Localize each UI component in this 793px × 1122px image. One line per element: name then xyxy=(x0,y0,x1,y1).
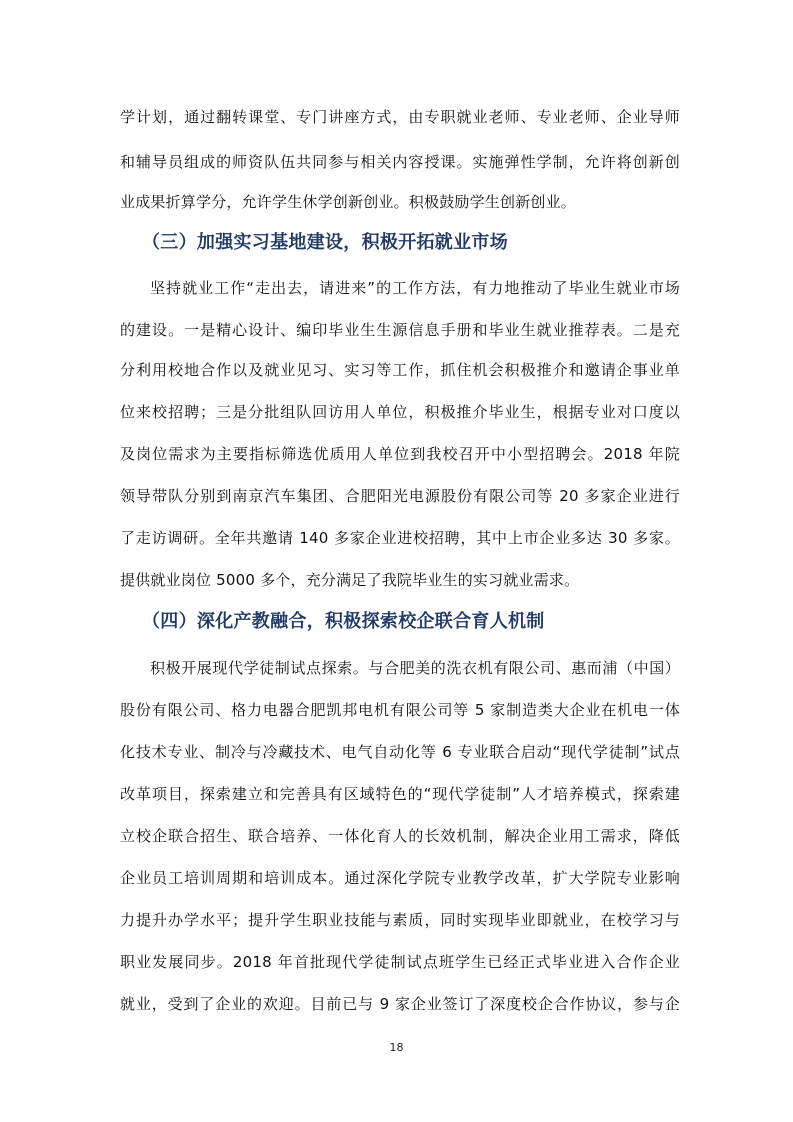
paragraph-1-line-2: 和辅导员组成的师资队伍共同参与相关内容授课。实施弹性学制，允许将创新创 xyxy=(120,153,680,171)
paragraph-2-line-1: 坚持就业工作“走出去，请进来”的工作方法，有力地推动了毕业生就业市场 xyxy=(150,279,680,297)
paragraph-3-line-4: 改革项目，探索建立和完善具有区域特色的“现代学徒制”人才培养模式，探索建 xyxy=(120,785,680,803)
paragraph-2-line-5: 及岗位需求为主要指标筛选优质用人单位到我校召开中小型招聘会。2018 年院 xyxy=(120,445,680,463)
paragraph-1-line-3: 业成果折算学分，允许学生休学创新创业。积极鼓励学生创新创业。 xyxy=(120,193,577,211)
page-number: 18 xyxy=(389,1041,404,1054)
paragraph-2-line-6: 领导带队分别到南京汽车集团、合肥阳光电源股份有限公司等 20 多家企业进行 xyxy=(120,487,680,505)
paragraph-2-line-7: 了走访调研。全年共邀请 140 多家企业进校招聘，其中上市企业多达 30 多家。 xyxy=(120,529,680,547)
paragraph-2-line-4: 位来校招聘；三是分批组队回访用人单位，积极推介毕业生，根据专业对口度以 xyxy=(120,403,680,421)
paragraph-1-line-1: 学计划，通过翻转课堂、专门讲座方式，由专职就业老师、专业老师、企业导师 xyxy=(120,108,680,126)
paragraph-3-line-2: 股份有限公司、格力电器合肥凯邦电机有限公司等 5 家制造类大企业在机电一体 xyxy=(120,701,680,719)
paragraph-3-line-8: 职业发展同步。2018 年首批现代学徒制试点班学生已经正式毕业进入合作企业 xyxy=(120,953,680,971)
paragraph-3-line-1: 积极开展现代学徒制试点探索。与合肥美的洗衣机有限公司、惠而浦（中国） xyxy=(150,659,680,677)
paragraph-2-line-2: 的建设。一是精心设计、编印毕业生生源信息手册和毕业生就业推荐表。二是充 xyxy=(120,321,680,339)
paragraph-2-line-3: 分利用校地合作以及就业见习、实习等工作，抓住机会积极推介和邀请企事业单 xyxy=(120,361,680,379)
paragraph-3-line-6: 企业员工培训周期和培训成本。通过深化学院专业教学改革，扩大学院专业影响 xyxy=(120,869,680,887)
paragraph-3-line-5: 立校企联合招生、联合培养、一体化育人的长效机制，解决企业用工需求，降低 xyxy=(120,827,680,845)
paragraph-3-line-9: 就业，受到了企业的欢迎。目前已与 9 家企业签订了深度校企合作协议，参与企 xyxy=(120,995,680,1013)
paragraph-3-line-7: 力提升办学水平；提升学生职业技能与素质，同时实现毕业即就业，在校学习与 xyxy=(120,911,680,929)
paragraph-2-line-8: 提供就业岗位 5000 多个，充分满足了我院毕业生的实习就业需求。 xyxy=(120,571,580,589)
paragraph-3-line-3: 化技术专业、制冷与冷藏技术、电气自动化等 6 专业联合启动“现代学徒制”试点 xyxy=(120,743,680,761)
section-heading-3: （三）加强实习基地建设，积极开拓就业市场 xyxy=(142,232,508,253)
section-heading-4: （四）深化产教融合，积极探索校企联合育人机制 xyxy=(142,611,545,632)
